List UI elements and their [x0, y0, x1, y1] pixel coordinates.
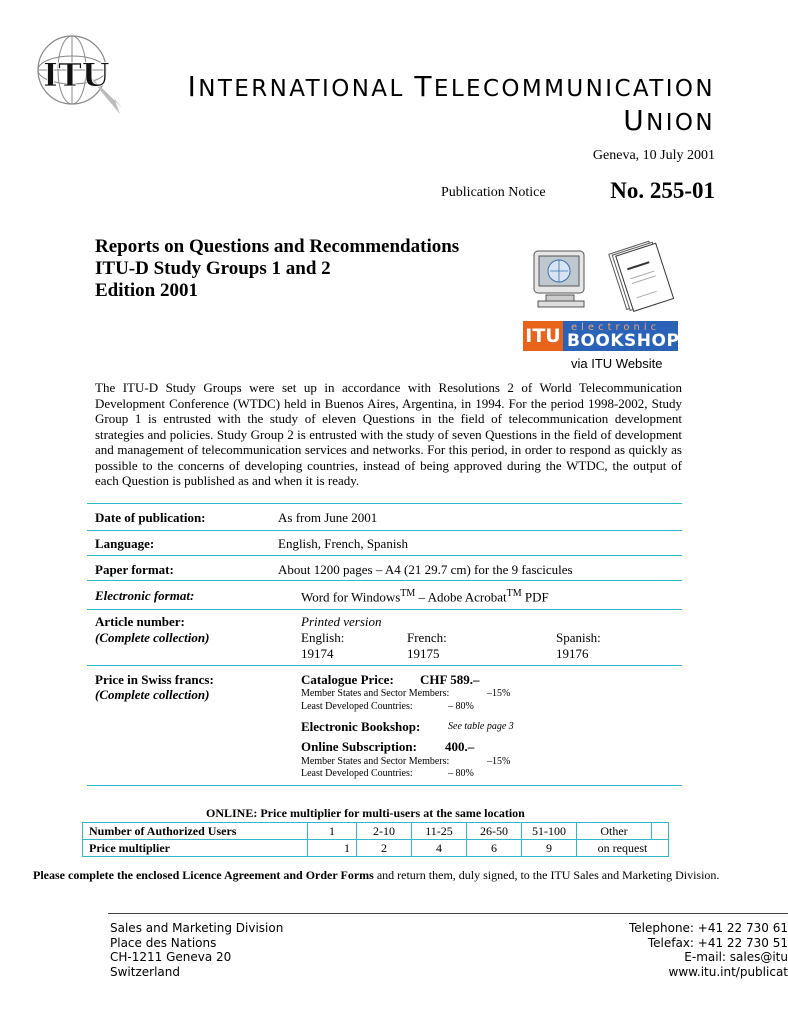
title-line: Reports on Questions and Recommendations [95, 236, 460, 257]
article-number-sub: (Complete collection) [95, 630, 210, 645]
logo-text: ITU [43, 56, 110, 94]
telefax: Telefax: +41 22 730 51 [647, 935, 788, 950]
rule [87, 665, 682, 666]
ldc-discount-label: Least Developed Countries: [301, 701, 413, 712]
table-cell: 26-50 [467, 823, 522, 840]
org-name-line2: UNION [623, 104, 715, 137]
rule [87, 785, 682, 786]
table-cell: 4 [412, 840, 467, 857]
telephone: Telephone: +41 22 730 61 [628, 921, 788, 935]
article-english: 19174 [301, 646, 334, 661]
title-line: ITU-D Study Groups 1 and 2 [95, 258, 331, 279]
members-discount-label: Member States and Sector Members: [301, 688, 450, 699]
table-cell: 11-25 [412, 823, 467, 840]
computer-monitor-icon [530, 248, 592, 310]
dateline: Geneva, 10 July 2001 [592, 148, 715, 163]
members-discount-value: –15% [487, 756, 511, 767]
title-line: Edition 2001 [95, 280, 198, 301]
publication-number: No. 255-01 [610, 178, 715, 203]
printed-version-label: Printed version [301, 614, 382, 629]
table-cell: 1 [308, 840, 357, 857]
electronic-bookshop-label: Electronic Bookshop: [301, 719, 421, 734]
date-label: Date of publication: [95, 510, 206, 525]
table-cell: 2-10 [357, 823, 412, 840]
bookshop-text: BOOKSHOP [567, 331, 680, 351]
table-row [83, 840, 669, 857]
footer-address [110, 921, 283, 979]
article-french: 19175 [407, 646, 440, 661]
rule [87, 580, 682, 581]
members-discount-value: –15% [487, 688, 511, 699]
address-line: Sales and Marketing Division [110, 921, 284, 935]
table-cell: Price multiplier [83, 840, 308, 857]
table-cell [652, 823, 669, 840]
address-line: CH-1211 Geneva 20 [110, 950, 232, 964]
table-cell: 9 [522, 840, 577, 857]
publication-notice-label: Publication Notice [441, 185, 546, 200]
language-value: English, French, Spanish [278, 536, 408, 551]
table-cell: 6 [467, 840, 522, 857]
table-cell: 51-100 [522, 823, 577, 840]
article-number-label: Article number: [95, 614, 185, 629]
address-line: Switzerland [110, 964, 180, 979]
table-cell: Other [577, 823, 652, 840]
table-cell: Number of Authorized Users [83, 823, 308, 840]
table-row [83, 823, 669, 840]
address-line: Place des Nations [110, 935, 217, 950]
bookshop-electronic-text: electronic [571, 322, 661, 333]
document-title [95, 236, 459, 302]
document-pages-icon [603, 236, 675, 316]
rule [87, 530, 682, 531]
price-label: Price in Swiss francs: [95, 672, 214, 687]
paper-format-label: Paper format: [95, 562, 174, 577]
org-name-line1: INTERNATIONAL TELECOMMUNICATION [187, 70, 715, 103]
multiuser-table-title: ONLINE: Price multiplier for multi-users at the same location [206, 806, 525, 820]
footer-rule [108, 913, 788, 914]
paper-format-value: About 1200 pages – A4 (21 29.7 cm) for the 9 fascicules [278, 562, 573, 577]
table-cell: 2 [357, 840, 412, 857]
electronic-bookshop-value[interactable]: See table page 3 [448, 721, 514, 732]
electronic-format-value: Word for Windows™ – Adobe Acrobat™ PDF [301, 588, 549, 605]
rule [87, 503, 682, 504]
lang-english: English: [301, 630, 345, 645]
table-cell: 1 [308, 823, 357, 840]
ldc-discount-value: – 80% [448, 768, 474, 779]
rule [87, 555, 682, 556]
catalogue-price-value: CHF 589.– [420, 672, 480, 687]
lang-french: French: [407, 630, 447, 645]
article-spanish: 19176 [556, 646, 589, 661]
ldc-discount-label: Least Developed Countries: [301, 768, 413, 779]
itu-logo [30, 28, 125, 118]
price-sub: (Complete collection) [95, 687, 210, 702]
catalogue-price-label: Catalogue Price: [301, 672, 394, 687]
members-discount-label: Member States and Sector Members: [301, 756, 450, 767]
date-value: As from June 2001 [278, 510, 378, 525]
itu-bookshop-banner[interactable] [523, 321, 678, 351]
order-instructions: Please complete the enclosed Licence Agreement and Order Forms and return them, duly signed, to the ITU Sales and Marketing Division. [33, 868, 720, 882]
online-subscription-label: Online Subscription: [301, 739, 417, 754]
footer-contact [598, 921, 788, 979]
website-link[interactable]: www.itu.int/publicat [668, 964, 788, 979]
ldc-discount-value: – 80% [448, 701, 474, 712]
lang-spanish: Spanish: [556, 630, 601, 645]
email-link[interactable]: E-mail: sales@itu [684, 950, 788, 964]
online-subscription-value: 400.– [445, 739, 475, 754]
table-cell: on request [577, 840, 669, 857]
bookshop-itu-block: ITU [523, 321, 563, 351]
multiuser-price-table [82, 822, 669, 857]
via-website-caption: via ITU Website [571, 356, 663, 371]
intro-paragraph: The ITU-D Study Groups were set up in accordance with Resolutions 2 of World Telecommunication Development Conference (WTDC) held in Buenos Aires, Argentina, in 1994. For the period 1998-2002, Study Group 1 is entrusted with the study of eleven Questions in the field of telecommunication development strategies and policies. Study Group 2 is entrusted with the study of seven Questions in the field of development and management of telecommunication services and networks. For this period, in order to respond as quickly as possible to the concerns of developing countries, instead of being approved during the WTDC, the output of each Question is published as and when it is ready. [95, 380, 682, 488]
electronic-format-label: Electronic format: [95, 588, 195, 603]
rule [87, 609, 682, 610]
language-label: Language: [95, 536, 155, 551]
